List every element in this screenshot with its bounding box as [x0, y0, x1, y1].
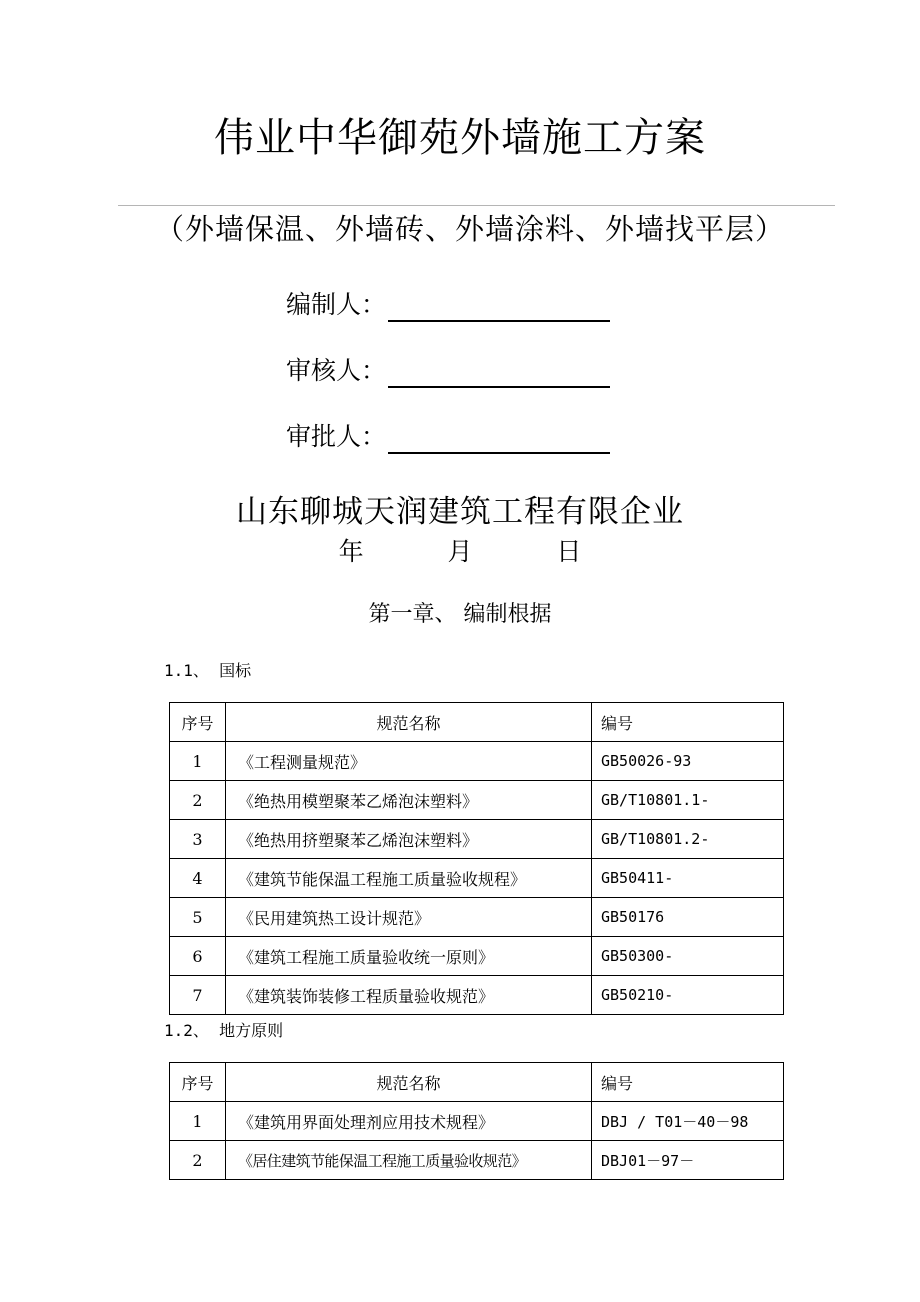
cell-index: 2 [170, 781, 226, 820]
header-cell-index: 序号 [170, 703, 226, 742]
header-cell-code: 编号 [592, 1063, 784, 1102]
cell-code: GB/T10801.2- [592, 820, 784, 859]
header-cell-index: 序号 [170, 1063, 226, 1102]
cell-index: 1 [170, 742, 226, 781]
date-year: 年 [338, 537, 364, 566]
header-cell-name: 规范名称 [226, 1063, 592, 1102]
cell-index: 3 [170, 820, 226, 859]
table-row [170, 937, 784, 976]
cell-code: DBJ / T01－40－98 [592, 1102, 784, 1141]
signature-label: 审批人： [286, 422, 387, 451]
cell-code: GB50210- [592, 976, 784, 1015]
cell-index: 1 [170, 1102, 226, 1141]
table-row [170, 976, 784, 1015]
company-name: 山东聊城天润建筑工程有限企业 [236, 494, 684, 530]
table-header-row [170, 703, 784, 742]
date-day: 日 [556, 537, 582, 566]
cell-name: 《绝热用挤塑聚苯乙烯泡沫塑料》 [226, 820, 592, 859]
table-header-row [170, 1063, 784, 1102]
cell-name: 《绝热用模塑聚苯乙烯泡沫塑料》 [226, 781, 592, 820]
signature-blank-line [388, 360, 610, 388]
table-row [170, 898, 784, 937]
local-standards-table [169, 1062, 784, 1180]
cell-index: 2 [170, 1141, 226, 1180]
signature-reviewer [286, 354, 610, 388]
document-subtitle: （外墙保温、外墙砖、外墙涂料、外墙找平层） [154, 212, 785, 246]
cell-name: 《建筑用界面处理剂应用技术规程》 [226, 1102, 592, 1141]
cell-name: 《居住建筑节能保温工程施工质量验收规范》 [226, 1141, 592, 1180]
header-cell-name: 规范名称 [226, 703, 592, 742]
cell-name: 《建筑节能保温工程施工质量验收规程》 [226, 859, 592, 898]
date-month: 月 [447, 537, 473, 566]
cell-code: GB50176 [592, 898, 784, 937]
cell-name: 《工程测量规范》 [226, 742, 592, 781]
signature-label: 编制人： [286, 290, 387, 319]
cell-name: 《建筑工程施工质量验收统一原则》 [226, 937, 592, 976]
signature-blank-line [388, 294, 610, 322]
header-cell-code: 编号 [592, 703, 784, 742]
section-heading-national [164, 659, 251, 683]
cell-index: 4 [170, 859, 226, 898]
cell-code: GB50411- [592, 859, 784, 898]
date-line [0, 534, 920, 570]
signature-blank-line [388, 426, 610, 454]
cell-name: 《民用建筑热工设计规范》 [226, 898, 592, 937]
cell-code: GB50026-93 [592, 742, 784, 781]
section-number: 1.2、 [164, 1021, 209, 1040]
signature-approver [286, 420, 610, 454]
table-row [170, 781, 784, 820]
national-standards-table [169, 702, 784, 1015]
table-row [170, 820, 784, 859]
signature-label: 审核人： [286, 356, 387, 385]
section-number: 1.1、 [164, 661, 209, 680]
cell-index: 5 [170, 898, 226, 937]
cell-code: GB/T10801.1- [592, 781, 784, 820]
title-divider [118, 205, 835, 206]
table-row [170, 859, 784, 898]
signature-compiler [286, 288, 610, 322]
table-row [170, 1141, 784, 1180]
cell-index: 7 [170, 976, 226, 1015]
cell-code: GB50300- [592, 937, 784, 976]
section-title: 国标 [219, 661, 252, 680]
section-heading-local [164, 1019, 283, 1043]
table-row [170, 1102, 784, 1141]
table-row [170, 742, 784, 781]
chapter-heading: 第一章、 编制根据 [368, 602, 552, 627]
section-title: 地方原则 [219, 1021, 284, 1040]
cell-code: DBJ01－97－ [592, 1141, 784, 1180]
cell-index: 6 [170, 937, 226, 976]
cell-name: 《建筑装饰装修工程质量验收规范》 [226, 976, 592, 1015]
document-title: 伟业中华御苑外墙施工方案 [214, 115, 706, 161]
